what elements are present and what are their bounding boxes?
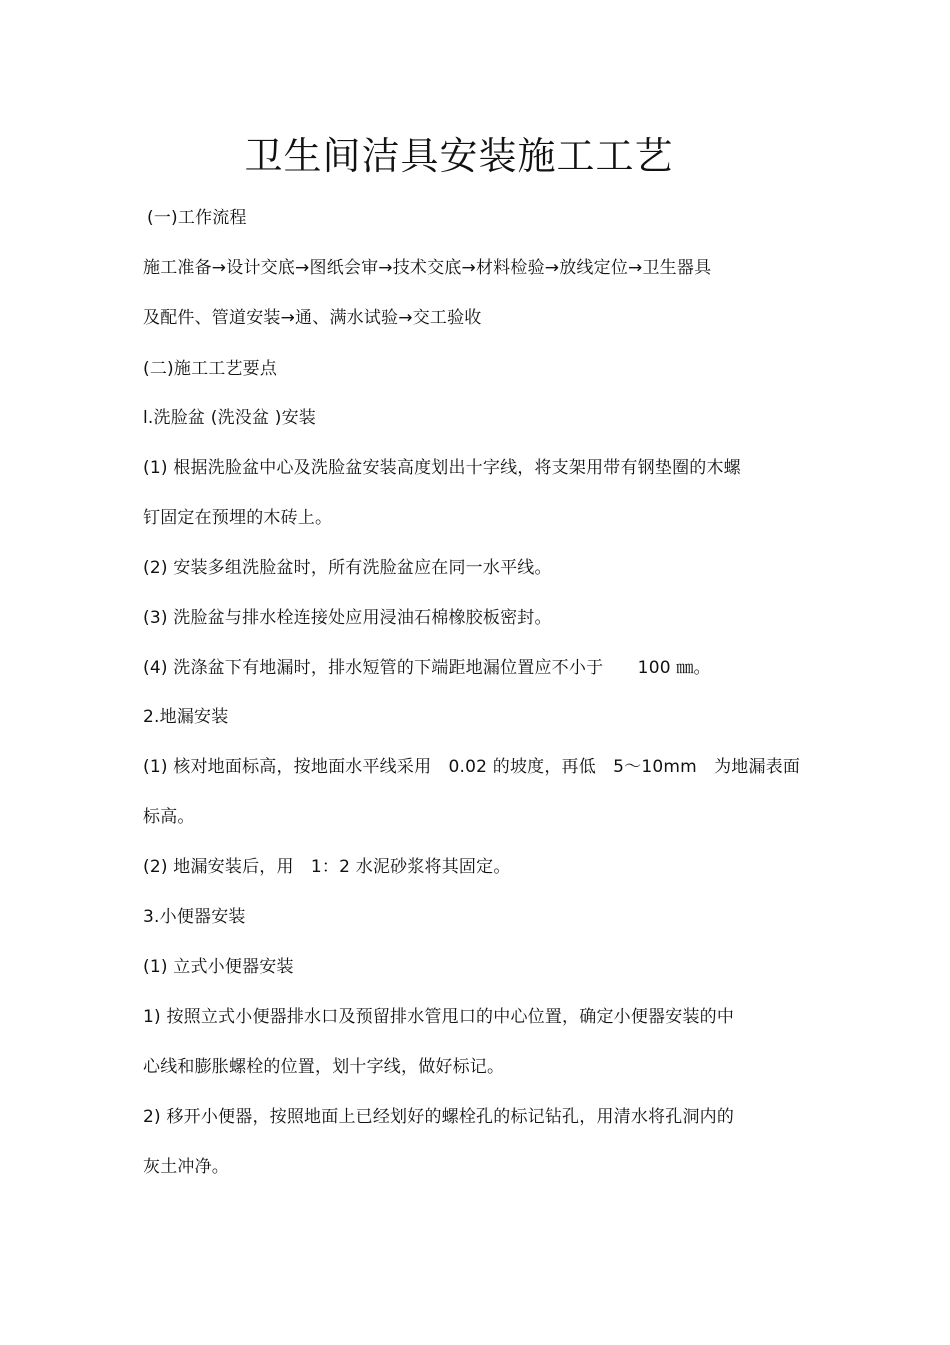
paragraph-line: (1) 根据洗脸盆中心及洗脸盆安装高度划出十字线，将支架用带有钢垫圈的木螺 <box>143 458 741 478</box>
section-heading-process-points: (二)施工工艺要点 <box>143 359 278 379</box>
paragraph-line: (2) 安装多组洗脸盆时，所有洗脸盆应在同一水平线。 <box>143 558 552 578</box>
section-heading-workflow: (一)工作流程 <box>147 208 247 228</box>
paragraph-line: 2) 移开小便器，按照地面上已经划好的螺栓孔的标记钻孔，用清水将孔洞内的 <box>143 1107 735 1127</box>
paragraph-line: (1) 立式小便器安装 <box>143 957 294 977</box>
document-title: 卫生间洁具安装施工工艺 <box>244 134 674 178</box>
paragraph-line: (2) 地漏安装后，用 1：2 水泥砂浆将其固定。 <box>143 857 511 877</box>
subsection-heading: l.洗脸盆 (洗没盆 )安装 <box>143 408 316 428</box>
paragraph-line: 灰土冲净。 <box>143 1157 229 1177</box>
paragraph-line: 钉固定在预埋的木砖上。 <box>143 508 333 528</box>
paragraph-line: 心线和膨胀螺栓的位置，划十字线，做好标记。 <box>143 1057 505 1077</box>
paragraph-line: 及配件、管道安装→通、满水试验→交工验收 <box>143 308 482 328</box>
paragraph-line: 标高。 <box>143 807 195 827</box>
paragraph-line: 1) 按照立式小便器排水口及预留排水管甩口的中心位置，确定小便器安装的中 <box>143 1007 735 1027</box>
paragraph-line: (4) 洗涤盆下有地漏时，排水短管的下端距地漏位置应不小于 100 ㎜。 <box>143 658 711 678</box>
paragraph-line: (1) 核对地面标高，按地面水平线采用 0.02 的坡度，再低 5～10mm 为地漏表面 <box>143 757 801 777</box>
subsection-heading: 3.小便器安装 <box>143 907 246 927</box>
subsection-heading: 2.地漏安装 <box>143 707 229 727</box>
paragraph-line: (3) 洗脸盆与排水栓连接处应用浸油石棉橡胶板密封。 <box>143 608 552 628</box>
paragraph-line: 施工准备→设计交底→图纸会审→技术交底→材料检验→放线定位→卫生器具 <box>143 258 712 278</box>
